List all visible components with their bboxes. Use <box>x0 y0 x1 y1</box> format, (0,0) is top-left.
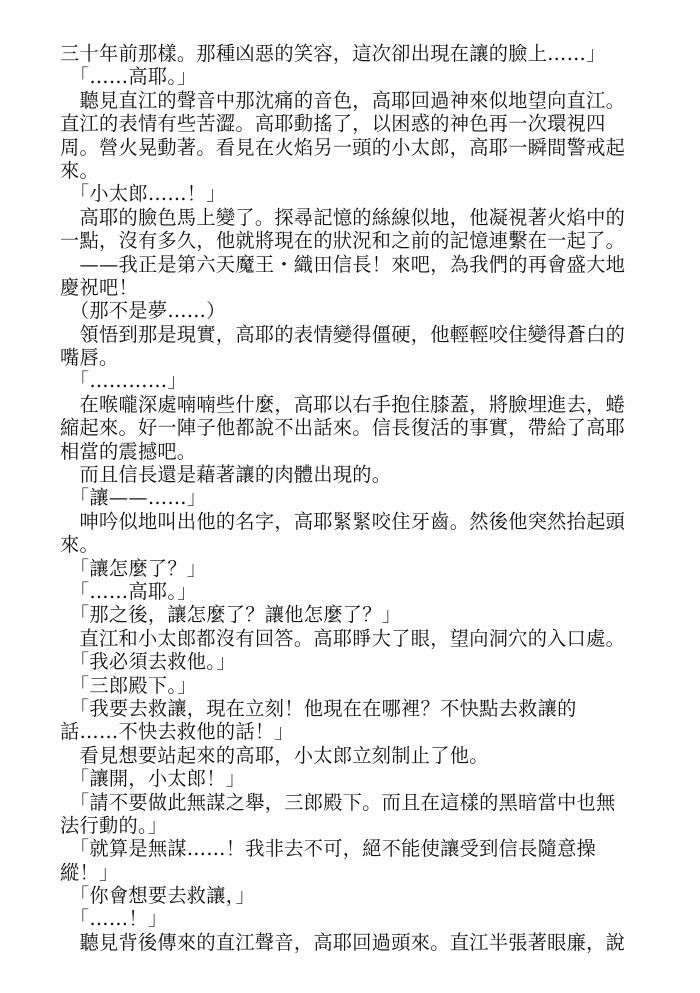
text-line: 領悟到那是現實，高耶的表情變得僵硬，他輕輕咬住變得蒼白的 <box>60 322 626 346</box>
text-line: 來。 <box>60 533 99 557</box>
text-line: 「讓怎麼了？」 <box>60 556 207 580</box>
text-line: 三十年前那樣。那種凶惡的笑容，這次卻出現在讓的臉上……」 <box>60 42 606 65</box>
text-line: 「我要去救讓，現在立刻！他現在在哪裡？不快點去救讓的 <box>60 696 577 720</box>
text-line: 聽見背後傳來的直江聲音，高耶回過頭來。直江半張著眼廉，說 <box>60 930 626 954</box>
text-line: 「讓開，小太郎！」 <box>60 767 246 791</box>
text-line: 「……高耶。」 <box>60 579 197 603</box>
text-line: 「我必須去救他。」 <box>60 650 236 674</box>
text-line: 「請不要做此無謀之舉，三郎殿下。而且在這樣的黑暗當中也無 <box>60 790 616 814</box>
text-line: ——我正是第六天魔王・織田信長！來吧，為我們的再會盛大地 <box>60 252 626 276</box>
text-line: 法行動的。」 <box>60 813 168 837</box>
text-line: 直江和小太郎都沒有回答。高耶睜大了眼，望向洞穴的入口處。 <box>60 626 626 650</box>
text-line: 「就算是無謀……！我非去不可，絕不能使讓受到信長隨意操 <box>60 837 597 861</box>
text-line: 縮起來。好一陣子他都說不出話來。信長復活的事實，帶給了高耶 <box>60 416 626 440</box>
text-line: 一點，沒有多久，他就將現在的狀況和之前的記憶連繫在一起了。 <box>60 229 626 253</box>
text-line: 高耶的臉色馬上變了。探尋記憶的絲線似地，他凝視著火焰中的 <box>60 205 626 229</box>
text-line: 「…………」 <box>60 369 187 393</box>
text-line: 「小太郎……！」 <box>60 182 226 206</box>
page-text-body <box>60 42 640 954</box>
text-line: （那不是夢……） <box>60 299 226 323</box>
text-line: 「你會想要去救讓，」 <box>60 884 256 908</box>
text-line: 直江的表情有些苦澀。高耶動搖了，以困惑的神色再一次環視四 <box>60 112 606 136</box>
text-line: 相當的震撼吧。 <box>60 439 197 463</box>
text-line: 「三郎殿下。」 <box>60 673 197 697</box>
text-line: 聽見直江的聲音中那沈痛的音色，高耶回過神來似地望向直江。 <box>60 88 626 112</box>
text-line: 呻吟似地叫出他的名字，高耶緊緊咬住牙齒。然後他突然抬起頭 <box>60 509 626 533</box>
text-line: 「讓——……」 <box>60 486 207 510</box>
text-line: 周。營火晃動著。看見在火焰另一頭的小太郎，高耶一瞬間警戒起 <box>60 135 626 159</box>
text-line: 「……高耶。」 <box>60 65 197 89</box>
text-line: 而且信長還是藉著讓的肉體出現的。 <box>60 463 392 487</box>
text-line: 在喉嚨深處喃喃些什麼，高耶以右手抱住膝蓋，將臉埋進去，蜷 <box>60 392 626 416</box>
text-line: 慶祝吧！ <box>60 275 138 299</box>
text-line: 話……不快去救他的話！」 <box>60 720 294 744</box>
text-line: 「那之後，讓怎麼了？讓他怎麼了？」 <box>60 603 402 627</box>
text-line: 看見想要站起來的高耶，小太郎立刻制止了他。 <box>60 743 489 767</box>
text-line: 來。 <box>60 158 99 182</box>
text-line: 縱！」 <box>60 860 119 884</box>
text-line: 嘴唇。 <box>60 346 119 370</box>
text-line: 「……！」 <box>60 907 168 931</box>
